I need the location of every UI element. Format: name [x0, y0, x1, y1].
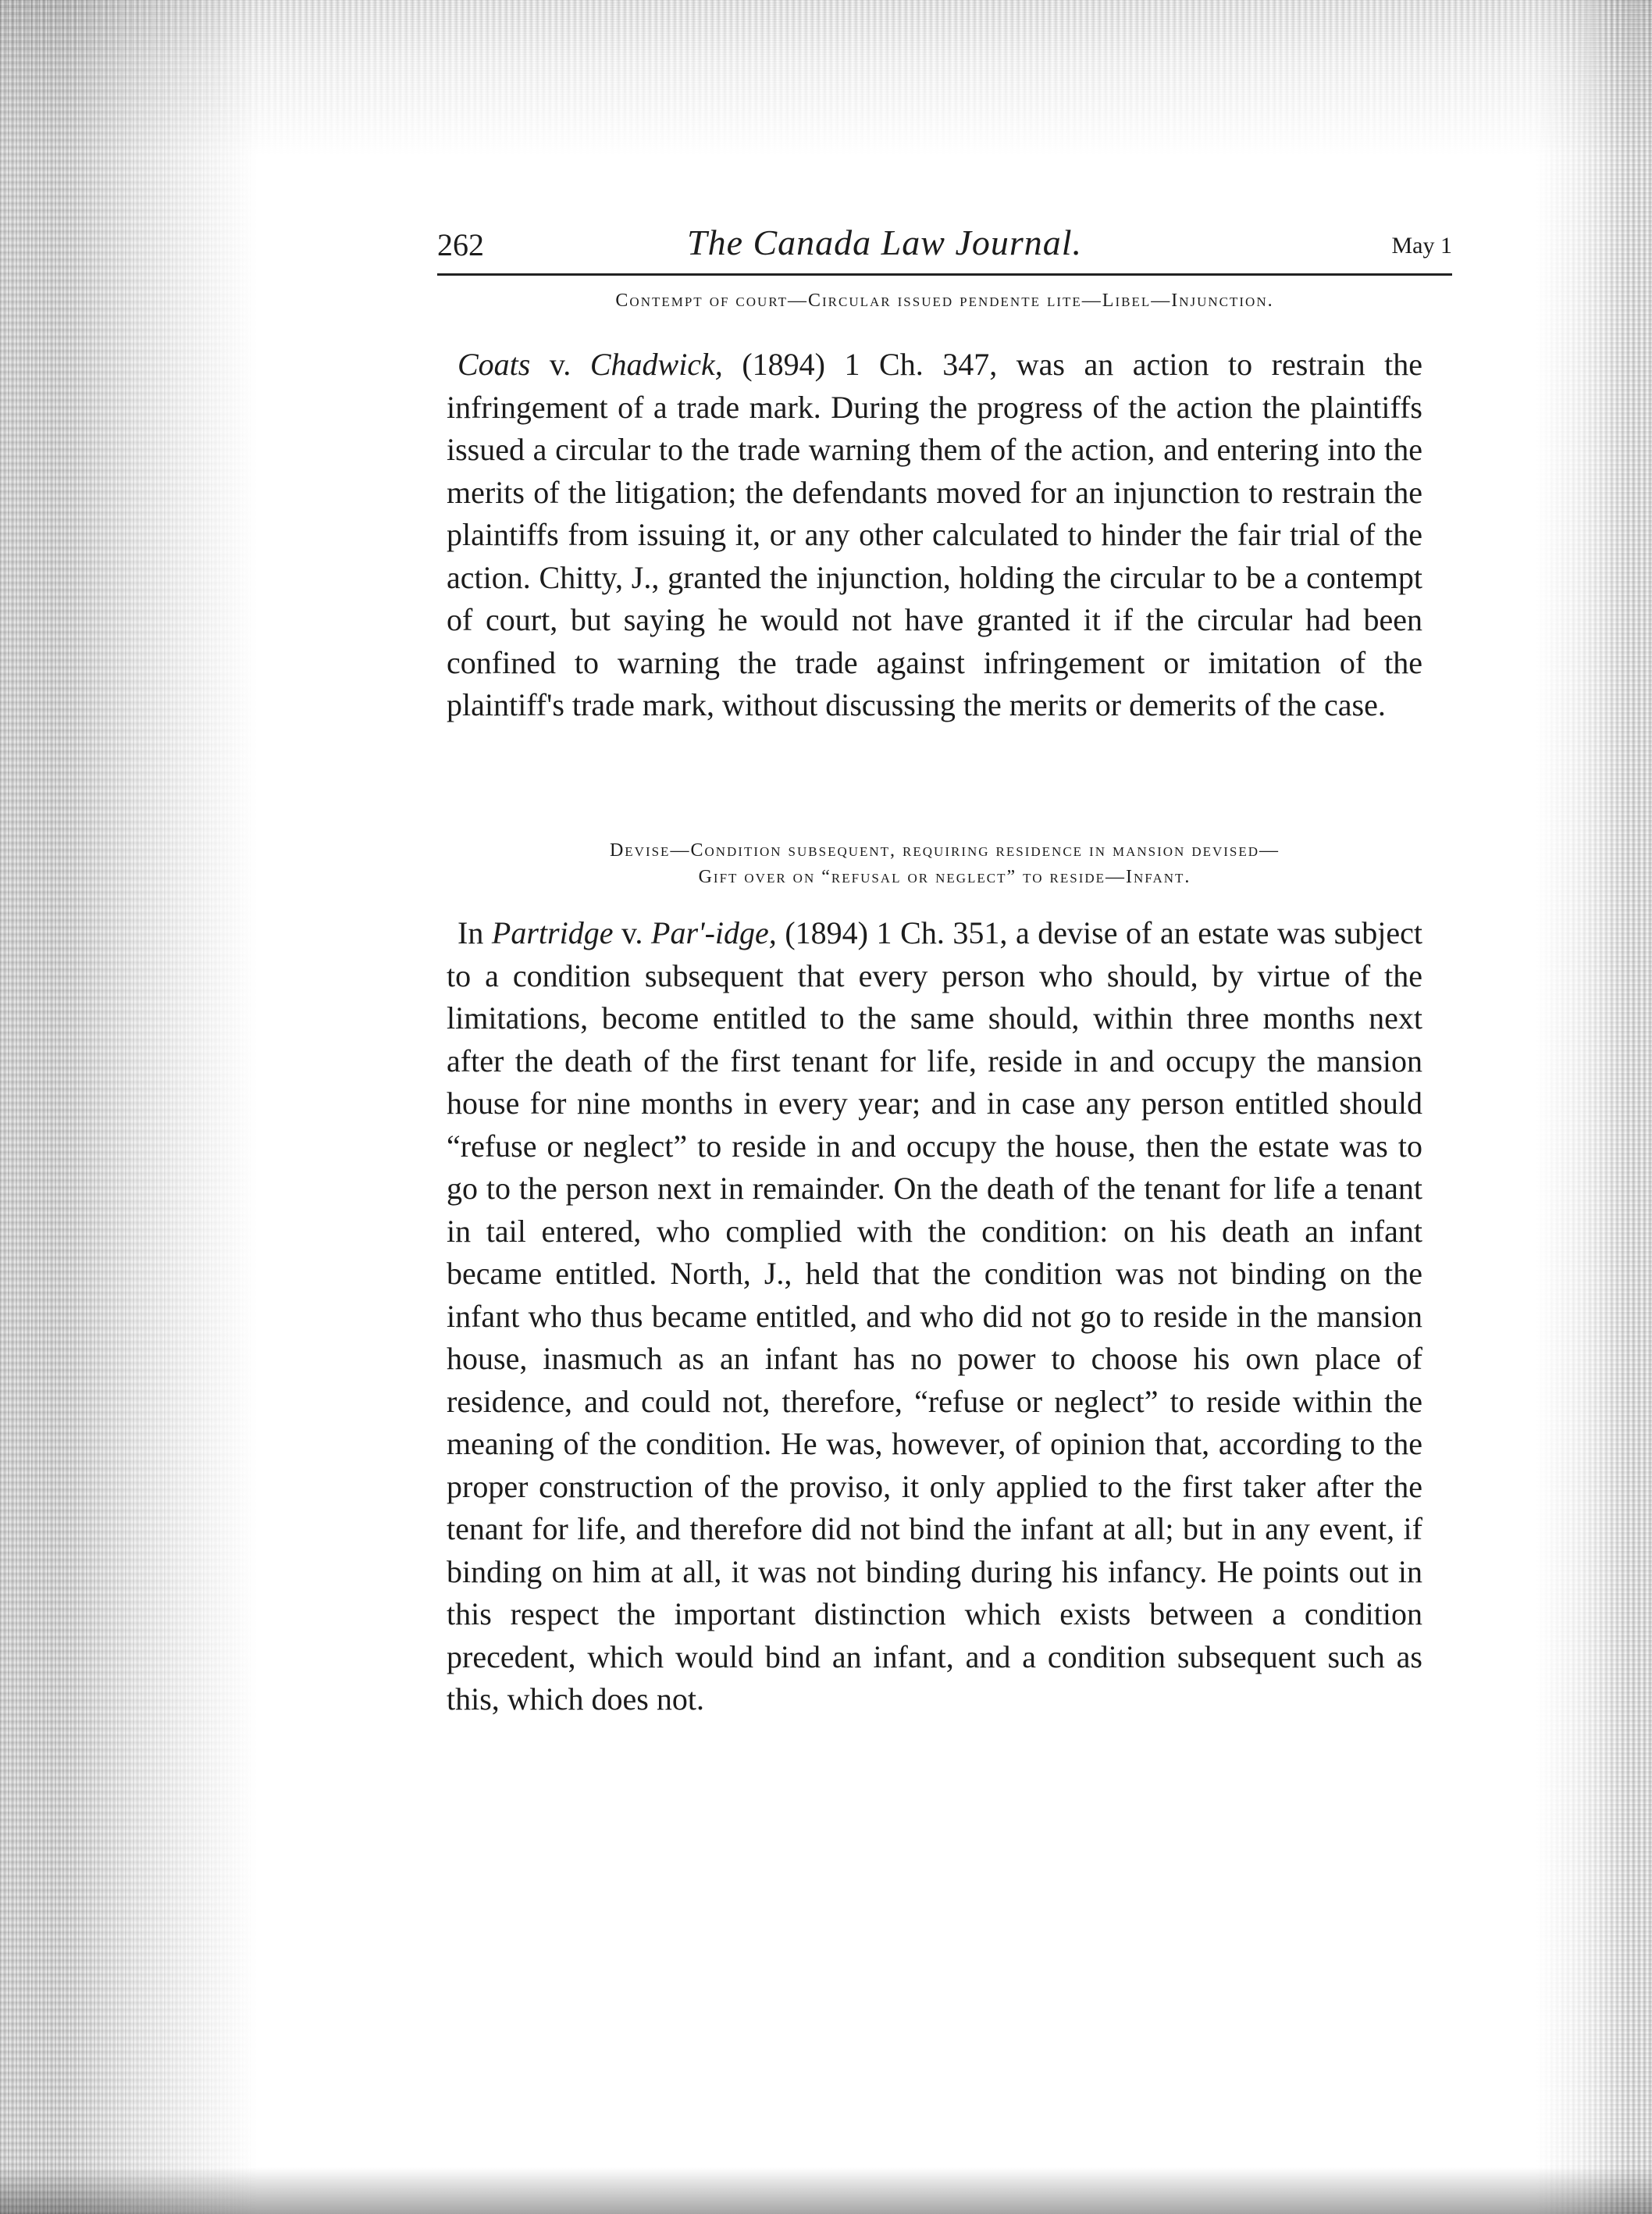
paragraph-text: (1894) 1 Ch. 351, a devise of an estate was subject to a condition subsequent that every person who should, by virtue of the limitations, become entitled to the same should, within three months next after the death of the first tenant for life, reside in and occupy the mansion house for nine months in every year; and in case any person entitled should “refuse or neglect” to reside in and occupy the house, then the estate was to go to the person next in remainder. On the death of the tenant for life a tenant in tail entered, who complied with the condition: on his death an infant became entitled. North, J., held that the condition was not binding on the infant who thus became entitled, and who did not go to reside in the mansion house, inasmuch as an infant has no power to choose his own place of residence, and could not, therefore, “refuse or neglect” to reside within the meaning of the condition. He was, however, of opinion that, according to the proper construction of the proviso, it only applied to the first taker after the tenant for life, and therefore did not bind the infant at all; but in any event, if binding on him at all, it was not binding during his infancy. He points out in this respect the important distinction which exists between a condition precedent, which would bind an infant, and a condition subsequent such as this, which does not.: [447, 915, 1422, 1717]
journal-title: The Canada Law Journal.: [687, 223, 1083, 262]
case-name-plaintiff: Partridge: [491, 915, 614, 950]
section-heading-devise: [437, 837, 1452, 890]
case-name-plaintiff: Coats: [458, 347, 531, 382]
case-name-defendant: Par'-idge,: [651, 915, 777, 950]
paragraph-coats-v-chadwick: [447, 344, 1422, 727]
versus: v.: [530, 347, 590, 382]
running-head: [437, 222, 1452, 269]
paragraph-partridge-v-partridge: [447, 912, 1422, 1721]
section-heading-contempt: [437, 287, 1452, 314]
scan-edge-right: [1535, 0, 1652, 2214]
versus: v.: [613, 915, 652, 950]
section-heading-line: Contempt of court—Circular issued pendente lite—Libel—Injunction.: [615, 291, 1274, 311]
paragraph-lead: In: [458, 915, 492, 950]
section-heading-line: Devise—Condition subsequent, requiring residence in mansion devised—: [609, 840, 1280, 861]
issue-date: May 1: [1391, 233, 1452, 258]
page-number: 262: [437, 227, 484, 262]
section-heading-line: Gift over on “refusal or neglect” to reside—Infant.: [698, 867, 1191, 887]
scan-edge-left: [0, 0, 258, 2214]
header-rule: [437, 273, 1452, 276]
scan-edge-bottom: [0, 2167, 1652, 2214]
case-name-defendant: Chadwick,: [589, 347, 723, 382]
paragraph-text: (1894) 1 Ch. 347, was an action to restrain the infringement of a trade mark. During the progress of the action the plaintiffs issued a circular to the trade warning them of the action, and entering into the merits of the litigation; the defendants moved for an injunction to restrain the plaintiffs from issuing it, or any other calculated to hinder the fair trial of the action. Chitty, J., granted the injunction, holding the circular to be a contempt of court, but saying he would not have granted it if the circular had been confined to warning the trade against infringement or imitation of the plaintiff's trade mark, without discussing the merits or demerits of the case.: [447, 347, 1423, 722]
